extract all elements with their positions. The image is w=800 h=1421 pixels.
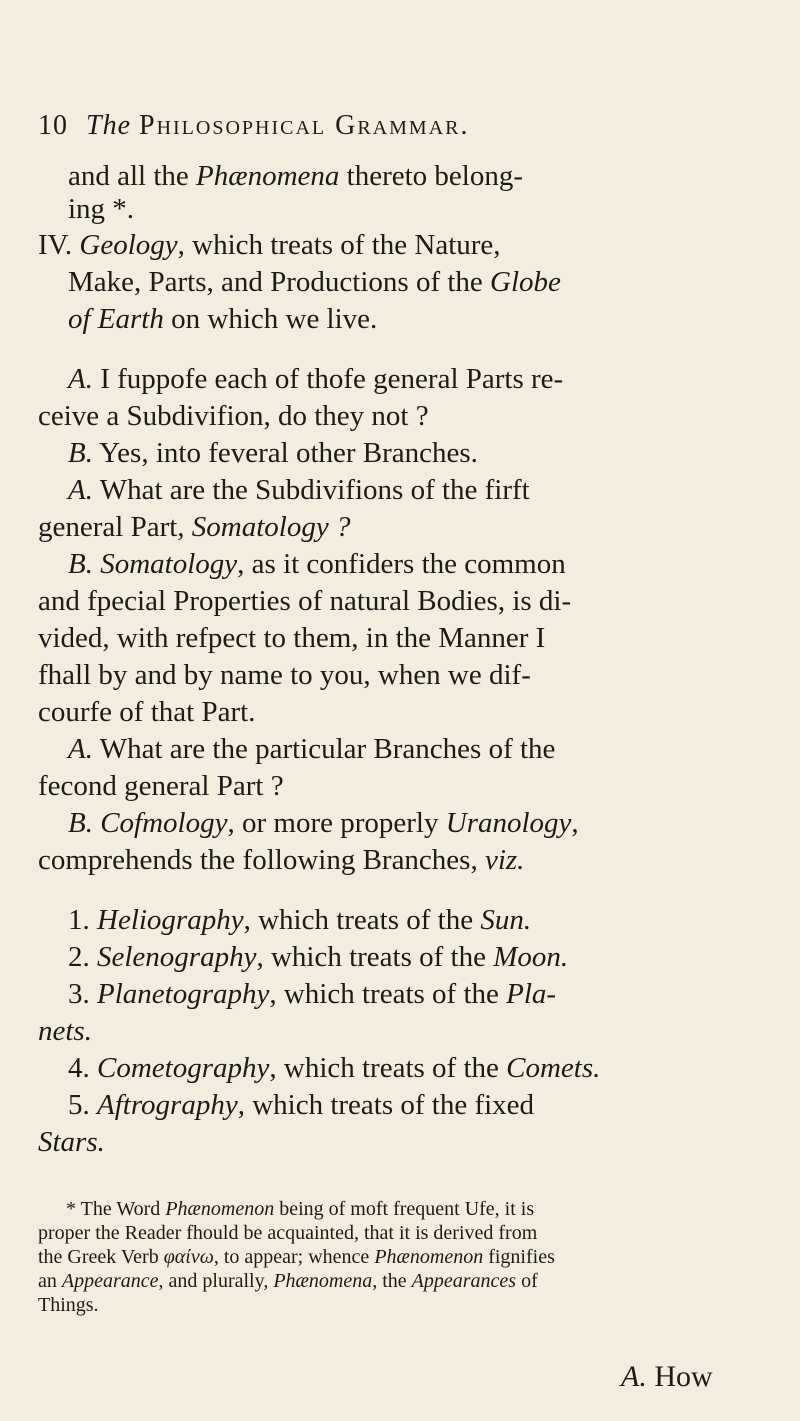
- italic-term: Phænomena: [273, 1270, 373, 1292]
- text: How: [646, 1360, 713, 1393]
- list-item: [0, 1089, 800, 1122]
- italic-term: Somatology: [100, 548, 238, 580]
- text: * The Word: [66, 1198, 166, 1220]
- italic-term: Uranology: [445, 807, 572, 839]
- text: 3.: [68, 978, 97, 1010]
- italic-term: of Earth: [68, 303, 164, 335]
- italic-term: Moon.: [493, 941, 569, 973]
- italic-term: Somatology ?: [191, 511, 351, 543]
- text-line: [0, 585, 800, 618]
- running-header: [38, 110, 778, 142]
- text: general Part,: [38, 511, 192, 543]
- text: What are the particular Branches of the: [92, 733, 556, 765]
- text: and all the: [68, 160, 197, 192]
- italic-term: Heliography: [97, 904, 244, 936]
- italic-term: Stars.: [38, 1126, 105, 1158]
- italic-term: Cometography: [97, 1052, 270, 1084]
- text-line: [0, 807, 800, 840]
- italic-term: Geology: [79, 229, 178, 261]
- text: , the: [372, 1270, 412, 1292]
- footnote-line: [0, 1246, 800, 1269]
- italic-term: Aftrography: [97, 1089, 238, 1121]
- text: , and plurally,: [158, 1270, 274, 1292]
- text: courfe of that Part.: [38, 696, 256, 728]
- speaker-label: A.: [68, 363, 93, 395]
- text-line: [0, 229, 800, 262]
- header-the: The: [86, 110, 131, 141]
- text: Make, Parts, and Productions of the: [68, 266, 491, 298]
- footnote-line: [0, 1198, 800, 1221]
- text: IV.: [38, 229, 80, 261]
- text: the Greek Verb: [38, 1246, 164, 1268]
- catchword: [621, 1360, 713, 1394]
- text: fhall by and by name to you, when we dif-: [38, 659, 531, 691]
- text-line: [0, 844, 800, 877]
- footnote-line: [0, 1222, 800, 1245]
- text: 1.: [68, 904, 97, 936]
- speaker-label: B.: [68, 548, 93, 580]
- text: 2.: [68, 941, 97, 973]
- text-line: [0, 363, 800, 396]
- text: , which treats of the fixed: [237, 1089, 535, 1121]
- text-line: [0, 1126, 800, 1159]
- italic-term: Planetography: [97, 978, 270, 1010]
- italic-term: nets.: [38, 1015, 92, 1047]
- text: , to appear; whence: [213, 1246, 375, 1268]
- text: proper the Reader fhould be acquainted, that it is derived from: [38, 1222, 538, 1244]
- text-line: [0, 622, 800, 655]
- header-title: Philosophical Grammar.: [139, 110, 470, 141]
- list-item: [0, 941, 800, 974]
- italic-term: Sun.: [480, 904, 532, 936]
- italic-term: Cofmology: [100, 807, 228, 839]
- text: I fuppofe each of thofe general Parts re-: [92, 363, 564, 395]
- text: comprehends the following Branches,: [38, 844, 485, 876]
- text-line: [0, 511, 800, 544]
- speaker-label: B.: [68, 437, 93, 469]
- speaker-label: A.: [621, 1360, 647, 1393]
- text-line: [0, 770, 800, 803]
- italic-term: Appearance: [61, 1270, 159, 1292]
- text: ing *.: [68, 193, 135, 225]
- text: 5.: [68, 1089, 97, 1121]
- text: Yes, into feveral other Branches.: [92, 437, 478, 469]
- text-line: [0, 1015, 800, 1048]
- italic-term: Globe: [490, 266, 561, 298]
- text: What are the Subdivifions of the firft: [92, 474, 530, 506]
- text: ,: [571, 807, 579, 839]
- text: , which treats of the: [269, 978, 507, 1010]
- list-item: [0, 904, 800, 937]
- list-item: [0, 978, 800, 1011]
- text-line: [0, 696, 800, 729]
- footnote-line: [0, 1294, 800, 1317]
- text: on which we live.: [163, 303, 378, 335]
- text: thereto belong-: [339, 160, 524, 192]
- text-line: [0, 659, 800, 692]
- text-line: [0, 474, 800, 507]
- text: , which treats of the: [269, 1052, 507, 1084]
- text-line: [0, 160, 800, 193]
- text: ceive a Subdivifion, do they not ?: [38, 400, 429, 432]
- italic-term: viz.: [484, 844, 525, 876]
- italic-term: Selenography: [97, 941, 257, 973]
- footnote-line: [0, 1270, 800, 1293]
- text: , as it confiders the common: [237, 548, 566, 580]
- text: being of moft frequent Ufe, it is: [274, 1198, 535, 1220]
- text: , which treats of the: [256, 941, 494, 973]
- italic-term: Comets.: [506, 1052, 601, 1084]
- text: 4.: [68, 1052, 97, 1084]
- text-line: [0, 193, 800, 226]
- italic-term: Appearances: [411, 1270, 517, 1292]
- text: , which treats of the Nature,: [177, 229, 501, 261]
- text: and fpecial Properties of natural Bodies, is di-: [38, 585, 572, 617]
- text-line: [0, 266, 800, 299]
- text-line: [0, 548, 800, 581]
- text-line: [0, 303, 800, 336]
- speaker-label: B.: [68, 807, 93, 839]
- page-number: 10: [38, 110, 68, 141]
- italic-term: Phænomenon: [165, 1198, 275, 1220]
- text-line: [0, 437, 800, 470]
- text: fignifies: [483, 1246, 555, 1268]
- text: , which treats of the: [243, 904, 481, 936]
- list-item: [0, 1052, 800, 1085]
- text: vided, with refpect to them, in the Manner I: [38, 622, 546, 654]
- italic-term: Phænomena: [196, 160, 340, 192]
- text: , or more properly: [227, 807, 446, 839]
- text: of: [516, 1270, 538, 1292]
- text: fecond general Part ?: [38, 770, 284, 802]
- speaker-label: A.: [68, 733, 93, 765]
- text: an: [38, 1270, 62, 1292]
- speaker-label: A.: [68, 474, 93, 506]
- greek-word: φαίνω: [163, 1246, 214, 1268]
- text-line: [0, 733, 800, 766]
- text: Things.: [38, 1294, 99, 1316]
- italic-term: Phænomenon: [374, 1246, 484, 1268]
- text-line: [0, 400, 800, 433]
- italic-term: Pla-: [506, 978, 557, 1010]
